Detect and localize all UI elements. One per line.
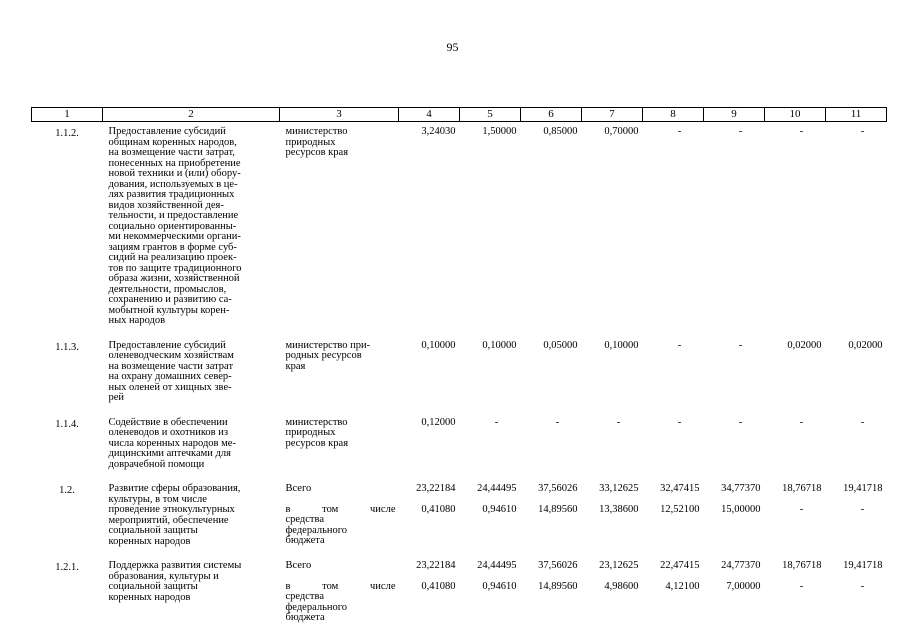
row-code: 1.1.3. xyxy=(55,341,79,353)
row-gap-cell xyxy=(32,547,887,561)
col-header-5: 5 xyxy=(460,108,521,122)
executor-federal-line: средства xyxy=(285,514,325,525)
table-row xyxy=(32,484,887,547)
value-federal: 14,89560 xyxy=(538,503,578,515)
row-name-line: Предоставление субсидий xyxy=(108,339,226,351)
executor-line: родных ресурсов xyxy=(285,350,362,361)
row-name-line: новой техники и (или) обору- xyxy=(108,168,241,179)
row-name xyxy=(103,418,280,471)
value-cell-col6 xyxy=(521,341,582,404)
row-gap xyxy=(32,547,887,561)
col-header-8: 8 xyxy=(643,108,704,122)
value-federal: - xyxy=(860,503,865,515)
table-row xyxy=(32,127,887,327)
page-number: 95 xyxy=(446,40,459,54)
executor-federal-line: федерального xyxy=(285,524,348,536)
row-name-line: зациям грантов в форме суб- xyxy=(108,241,237,253)
row-name-line: лях развития традиционных xyxy=(108,189,235,200)
value-cell-col6 xyxy=(521,561,582,624)
row-name-line: образования, культуры и xyxy=(108,570,219,582)
value-cell-col4 xyxy=(399,484,460,547)
row-name-line: коренных народов xyxy=(108,591,191,603)
executor-line: природных xyxy=(285,136,336,148)
value-spacer xyxy=(524,572,578,582)
value-spacer xyxy=(524,495,578,505)
value-total: 23,22184 xyxy=(416,483,456,494)
value-federal: - xyxy=(860,580,865,592)
executor-federal-line: средства xyxy=(285,591,325,602)
value-cell-col7 xyxy=(582,418,643,471)
executor-total-label: Всего xyxy=(285,560,312,571)
row-gap-cell xyxy=(32,470,887,484)
value-federal: - xyxy=(799,503,804,515)
value-cell-col11 xyxy=(826,418,887,471)
value-total: 23,12625 xyxy=(599,560,639,571)
value-cell-col7 xyxy=(582,561,643,624)
executor-spacer xyxy=(286,572,396,582)
value-spacer xyxy=(707,495,761,505)
col-header-11: 11 xyxy=(826,108,887,122)
row-executor xyxy=(280,127,399,327)
row-name-line: сидий на реализацию проек- xyxy=(108,252,237,263)
col-header-10: 10 xyxy=(765,108,826,122)
value-federal: 14,89560 xyxy=(538,580,578,592)
executor-federal-line: бюджета xyxy=(285,535,325,546)
value: - xyxy=(616,416,621,428)
value-federal: - xyxy=(799,580,804,592)
row-name-line: Развитие сферы образования, xyxy=(108,483,241,494)
value: - xyxy=(738,126,743,137)
value-cell-col9 xyxy=(704,341,765,404)
row-name-line: понесенных на приобретение xyxy=(108,157,241,169)
executor-line: ресурсов края xyxy=(285,147,349,158)
value: 0,02000 xyxy=(848,339,883,351)
value-cell-col10 xyxy=(765,418,826,471)
value-federal: 0,41080 xyxy=(421,503,456,515)
table-row xyxy=(32,418,887,471)
value-cell-col10 xyxy=(765,484,826,547)
row-name-line: проведение этнокультурных xyxy=(108,504,235,515)
row-name-line: ных оленей от хищных зве- xyxy=(108,381,232,393)
row-name xyxy=(103,484,280,547)
value-cell-col9 xyxy=(704,127,765,327)
value-spacer xyxy=(829,495,883,505)
executor-federal-line: в том числе xyxy=(285,503,396,515)
row-name-line: ных народов xyxy=(108,315,166,326)
value-federal: 15,00000 xyxy=(721,503,761,515)
value-cell-col7 xyxy=(582,341,643,404)
row-name-line: образа жизни, хозяйственной xyxy=(108,273,240,284)
value-federal: 12,52100 xyxy=(660,503,700,515)
row-name-line: мероприятий, обеспечение xyxy=(108,514,229,526)
row-name xyxy=(103,561,280,624)
col-header-2: 2 xyxy=(103,108,280,122)
row-executor xyxy=(280,561,399,624)
value-federal: 0,94610 xyxy=(482,580,517,592)
value: 0,05000 xyxy=(543,339,578,351)
value: 3,24030 xyxy=(421,126,456,137)
value-cell-col5 xyxy=(460,484,521,547)
value-cell-col8 xyxy=(643,561,704,624)
value: 0,02000 xyxy=(787,339,822,351)
value: - xyxy=(738,416,743,428)
value-cell-col5 xyxy=(460,341,521,404)
executor-spacer xyxy=(286,495,396,505)
value: 0,70000 xyxy=(604,126,639,137)
value-cell-col8 xyxy=(643,127,704,327)
value-cell-col6 xyxy=(521,127,582,327)
row-name-line: социально ориентированны- xyxy=(108,220,237,232)
row-executor xyxy=(280,418,399,471)
row-name-line: оленеводов и охотников из xyxy=(108,427,228,438)
row-code: 1.2.1. xyxy=(55,562,79,573)
value-spacer xyxy=(768,572,822,582)
row-gap xyxy=(32,327,887,341)
value: - xyxy=(555,416,560,428)
row-name-line: числа коренных народов ме- xyxy=(108,437,236,449)
value-cell-col11 xyxy=(826,484,887,547)
value-spacer xyxy=(768,495,822,505)
value-spacer xyxy=(585,495,639,505)
executor-line: министерство xyxy=(285,416,348,428)
col-header-6: 6 xyxy=(521,108,582,122)
value-total: 24,44495 xyxy=(477,483,517,494)
value: - xyxy=(860,126,865,137)
row-executor xyxy=(280,341,399,404)
value: - xyxy=(494,416,499,428)
value-federal: 4,98600 xyxy=(604,580,639,592)
header-row xyxy=(32,108,887,122)
value: - xyxy=(677,416,682,428)
col-header-9: 9 xyxy=(704,108,765,122)
value-cell-col11 xyxy=(826,341,887,404)
value-total: 37,56026 xyxy=(538,560,578,571)
value-total: 18,76718 xyxy=(782,560,822,571)
row-name-line: мобытной культуры корен- xyxy=(108,304,230,316)
row-name-line: сохранению и развитию са- xyxy=(108,294,232,305)
value-total: 23,22184 xyxy=(416,560,456,571)
value: - xyxy=(677,126,682,137)
executor-federal-line: в том числе xyxy=(285,580,396,592)
value-cell-col4 xyxy=(399,127,460,327)
row-name-line: дования, используемых в це- xyxy=(108,178,238,190)
row-executor xyxy=(280,484,399,547)
value-cell-col6 xyxy=(521,418,582,471)
value-total: 18,76718 xyxy=(782,483,822,494)
value-total: 24,44495 xyxy=(477,560,517,571)
value-cell-col4 xyxy=(399,561,460,624)
row-name-line: Предоставление субсидий xyxy=(108,126,226,137)
value-federal: 4,12100 xyxy=(665,580,700,592)
value-spacer xyxy=(402,572,456,582)
value-total: 19,41718 xyxy=(843,560,883,571)
value-spacer xyxy=(463,572,517,582)
value-cell-col10 xyxy=(765,561,826,624)
executor-federal-line: федерального xyxy=(285,601,348,613)
col-header-7: 7 xyxy=(582,108,643,122)
value-federal: 7,00000 xyxy=(726,580,761,592)
value-spacer xyxy=(829,572,883,582)
value: - xyxy=(799,416,804,428)
value-total: 19,41718 xyxy=(843,483,883,494)
row-name xyxy=(103,341,280,404)
value-total: 22,47415 xyxy=(660,560,700,571)
value: - xyxy=(677,339,682,351)
value-total: 34,77370 xyxy=(721,483,761,494)
value: 0,10000 xyxy=(421,339,456,351)
col-header-3: 3 xyxy=(280,108,399,122)
value-federal: 13,38600 xyxy=(599,503,639,515)
row-name-line: общинам коренных народов, xyxy=(108,136,237,148)
value: - xyxy=(799,126,804,137)
value-cell-col10 xyxy=(765,127,826,327)
executor-line: ресурсов края xyxy=(285,437,349,449)
row-name-line: Содействие в обеспечении xyxy=(108,416,228,428)
value-spacer xyxy=(463,495,517,505)
row-name-line: коренных народов xyxy=(108,535,191,547)
value-cell-col5 xyxy=(460,561,521,624)
row-name-line: социальной защиты xyxy=(108,581,198,592)
value-cell-col5 xyxy=(460,127,521,327)
executor-line: края xyxy=(285,360,306,372)
value-cell-col6 xyxy=(521,484,582,547)
executor-line: природных xyxy=(285,427,336,438)
executor-line: министерство при- xyxy=(285,339,371,351)
row-code: 1.1.2. xyxy=(55,128,79,139)
col-header-4: 4 xyxy=(399,108,460,122)
value-spacer xyxy=(402,495,456,505)
row-name xyxy=(103,127,280,327)
row-name-line: на охрану домашних север- xyxy=(108,371,232,382)
value-total: 32,47415 xyxy=(660,483,700,494)
value: - xyxy=(860,416,865,428)
row-name-line: социальной защиты xyxy=(108,525,198,536)
budget-table xyxy=(31,107,887,624)
value-cell-col8 xyxy=(643,341,704,404)
executor-federal-line: бюджета xyxy=(285,612,325,623)
value-total: 33,12625 xyxy=(599,483,639,494)
value-cell-col5 xyxy=(460,418,521,471)
row-name-line: тельности, и предоставление xyxy=(108,210,239,221)
value-cell-col11 xyxy=(826,127,887,327)
col-header-1: 1 xyxy=(32,108,103,122)
row-name-line: оленеводческим хозяйствам xyxy=(108,350,234,361)
value-cell-col7 xyxy=(582,127,643,327)
value-total: 37,56026 xyxy=(538,483,578,494)
executor-line: министерство xyxy=(285,126,348,137)
value: 0,12000 xyxy=(421,416,456,428)
row-gap xyxy=(32,404,887,418)
row-name-line: на возмещение части затрат xyxy=(108,360,234,372)
value: 0,10000 xyxy=(604,339,639,351)
row-gap-cell xyxy=(32,327,887,341)
value-spacer xyxy=(707,572,761,582)
table-row xyxy=(32,561,887,624)
row-name-line: культуры, в том числе xyxy=(108,493,207,505)
row-name-line: доврачебной помощи xyxy=(108,458,205,470)
row-name-line: видов хозяйственной дея- xyxy=(108,199,224,211)
row-name-line: рей xyxy=(108,392,125,403)
row-code: 1.1.4. xyxy=(55,418,79,430)
row-name-line: на возмещение части затрат, xyxy=(108,147,235,158)
row-gap xyxy=(32,470,887,484)
row-name-line: деятельности, промыслов, xyxy=(108,283,227,295)
executor-total-label: Всего xyxy=(285,483,312,494)
row-name-line: дицинскими аптечками для xyxy=(108,448,231,459)
value: 0,10000 xyxy=(482,339,517,351)
row-name-line: тов по защите традиционного xyxy=(108,262,242,274)
value-cell-col9 xyxy=(704,484,765,547)
value-federal: 0,41080 xyxy=(421,580,456,592)
value: - xyxy=(738,339,743,351)
value-spacer xyxy=(646,495,700,505)
value-cell-col8 xyxy=(643,484,704,547)
value-cell-col8 xyxy=(643,418,704,471)
value-cell-col4 xyxy=(399,341,460,404)
value-federal: 0,94610 xyxy=(482,503,517,515)
row-code: 1.2. xyxy=(59,485,75,496)
value: 1,50000 xyxy=(482,126,517,137)
value-cell-col4 xyxy=(399,418,460,471)
value-cell-col9 xyxy=(704,418,765,471)
value-cell-col9 xyxy=(704,561,765,624)
row-name-line: Поддержка развития системы xyxy=(108,560,242,571)
value-total: 24,77370 xyxy=(721,560,761,571)
value-cell-col7 xyxy=(582,484,643,547)
row-gap-cell xyxy=(32,404,887,418)
value-spacer xyxy=(646,572,700,582)
value-cell-col11 xyxy=(826,561,887,624)
value-spacer xyxy=(585,572,639,582)
value-cell-col10 xyxy=(765,341,826,404)
value: 0,85000 xyxy=(543,126,578,137)
row-name-line: ми некоммерческими органи- xyxy=(108,231,241,242)
table-row xyxy=(32,341,887,404)
